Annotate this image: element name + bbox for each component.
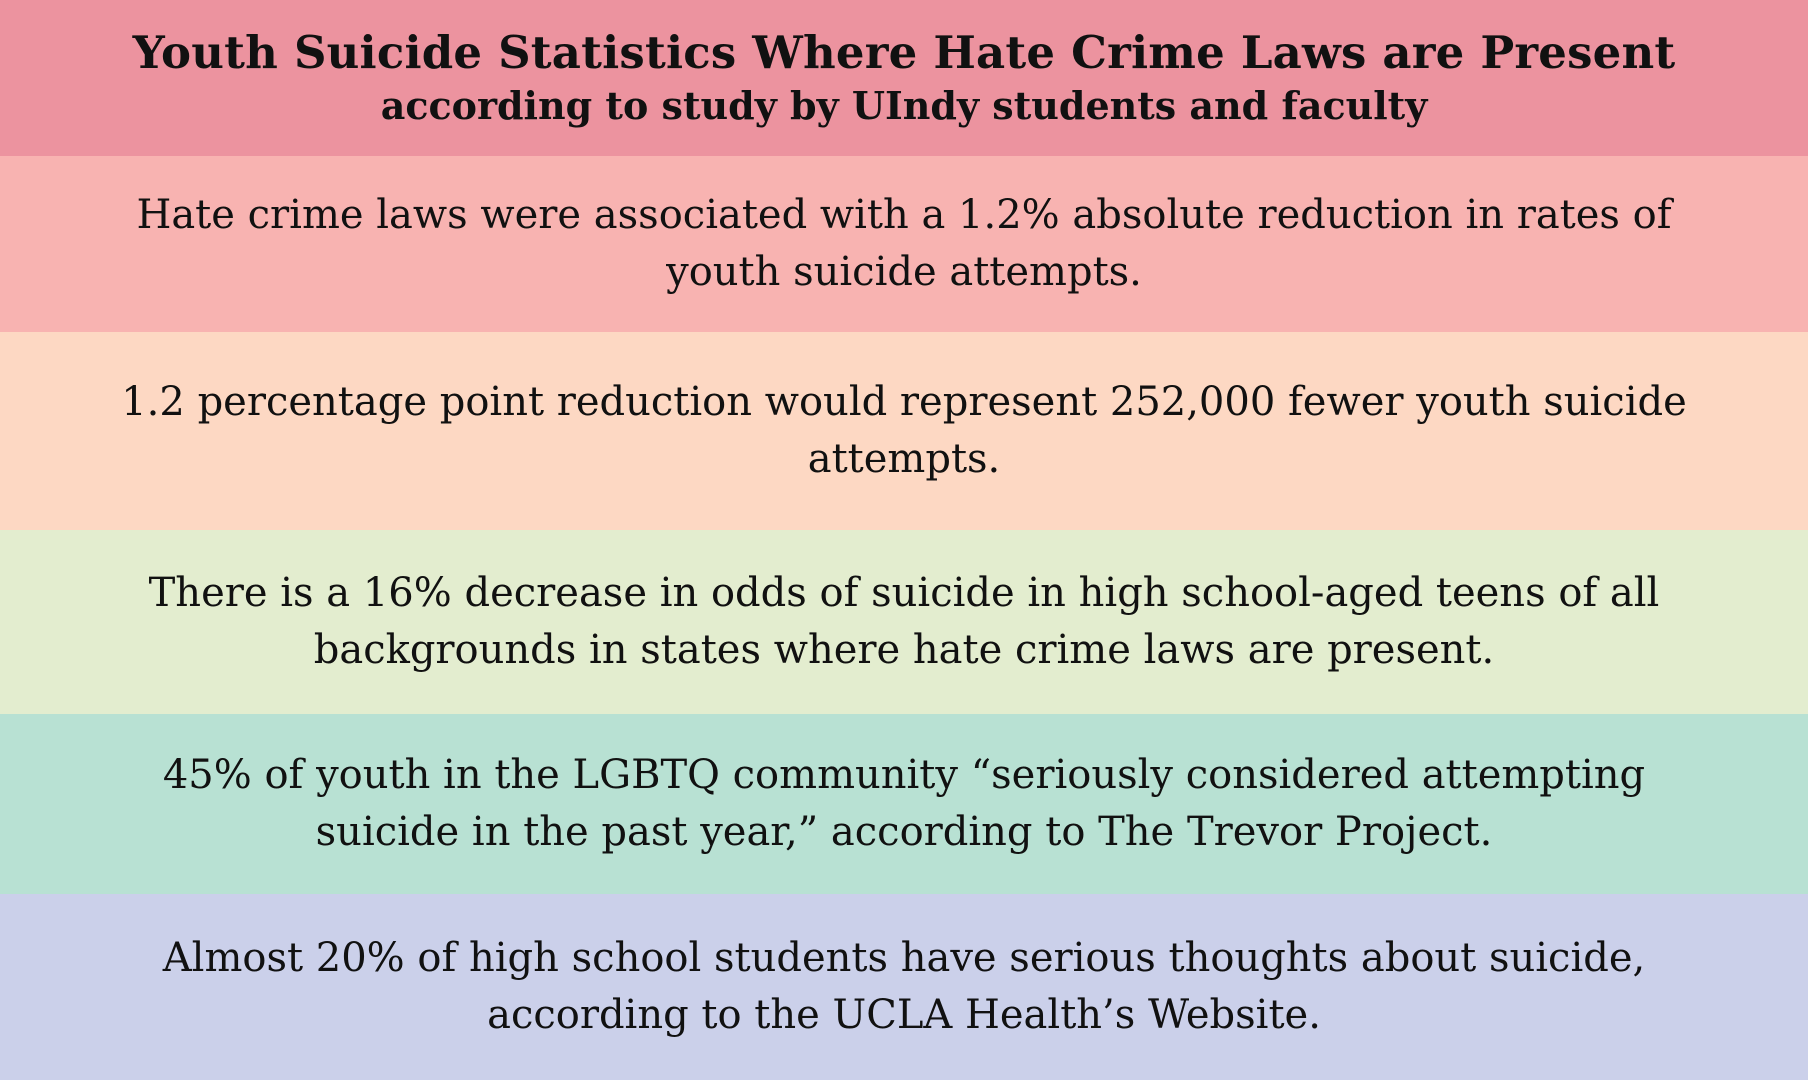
stat-band-2 [0, 332, 1808, 530]
stat-2-line-1: 1.2 percentage point reduction would represent 252,000 fewer youth suicide [121, 379, 1687, 425]
stat-5-line-1: Almost 20% of high school students have serious thoughts about suicide, [162, 935, 1646, 981]
stat-band-4 [0, 714, 1808, 894]
page-title: Youth Suicide Statistics Where Hate Crime Laws are Present [132, 26, 1676, 79]
stat-band-5 [0, 894, 1808, 1080]
stat-3-line-1: There is a 16% decrease in odds of suicide in high school-aged teens of all [148, 570, 1660, 616]
stat-1-line-1: Hate crime laws were associated with a 1.2% absolute reduction in rates of [136, 192, 1672, 238]
stat-3-line-2: backgrounds in states where hate crime laws are present. [313, 627, 1495, 673]
stat-4-line-1: 45% of youth in the LGBTQ community “seriously considered attempting [162, 752, 1646, 798]
stat-band-1 [0, 156, 1808, 332]
stat-1-line-2: youth suicide attempts. [666, 249, 1142, 295]
stat-text-5 [163, 930, 1645, 1044]
stat-2-line-2: attempts. [807, 436, 1001, 482]
stat-text-2 [121, 374, 1687, 488]
stat-5-line-2: according to the UCLA Health’s Website. [487, 992, 1321, 1038]
page-subtitle: according to study by UIndy students and faculty [380, 83, 1428, 128]
stat-4-line-2: suicide in the past year,” according to The Trevor Project. [315, 809, 1493, 855]
stat-text-3 [149, 565, 1660, 679]
stat-band-3 [0, 530, 1808, 714]
stat-text-1 [136, 187, 1671, 301]
stat-text-4 [163, 747, 1645, 861]
header-band [0, 0, 1808, 156]
